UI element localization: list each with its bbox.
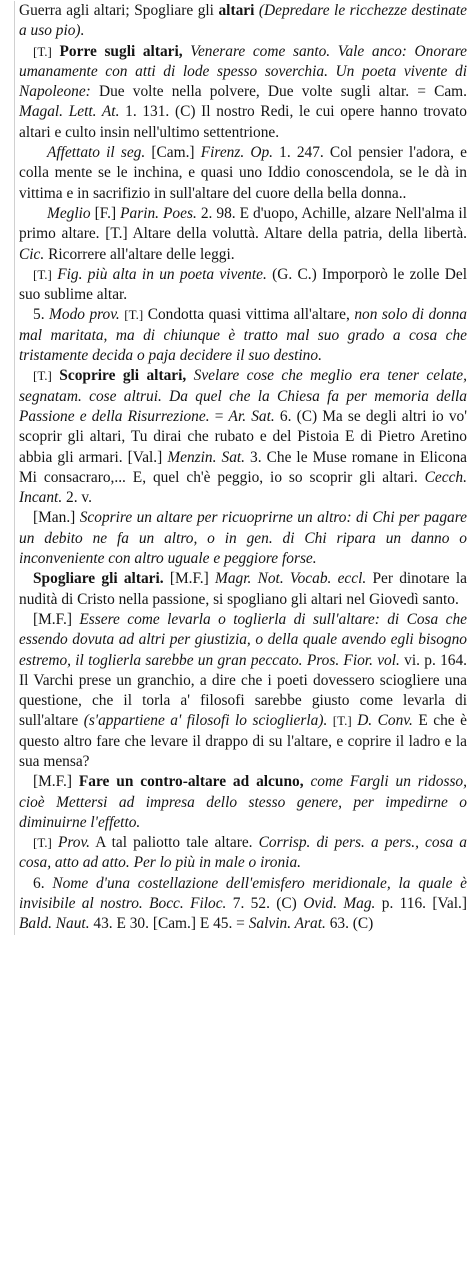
definition: Scoprire un altare per ricuoprirne un altro: di Chi per pagare un debito ne fa un altro, o in gen. di Chi ripara un danno o inconveniente con altro uguale e peggiore forse. [19,509,467,568]
paragraph-13 [19,874,467,935]
headword: altari [218,2,255,19]
paragraph-11 [19,772,467,833]
citation: Magal. Lett. At. [19,103,120,121]
definition: Modo prov. [49,306,120,324]
quote: vi. p. 164. Il Varchi prese un granchio, a dire che i poeti dovessero sciogliere una questione, che il torla a' filosofi sarebbe giusto come levarla di sull'altare [19,651,467,730]
quote: 1. 247. Col pensier l'adora, e colla mente se le inchina, e quasi uno Iddio conoscendola, se le dà in vittima e in sacrifizio in sull'altare del cuore della bella donna.. [19,144,467,202]
definition: Corrisp. di pers. a pers., cosa a cosa, atto ad atto. Per lo più in male o ironia. [19,834,467,872]
source-tag: [M.F.] [169,570,209,588]
definition: come Fargli un ridosso, cioè Mettersi ad impresa dello stesso genere, per impedirne o diminuirne l'effetto. [19,773,467,831]
definition: (Depredare le ricchezze destinate a uso pio). [19,2,467,40]
citation: Firenz. Op. [200,144,273,162]
citation: Parin. Poes. [120,204,197,222]
citation: Pros. Fior. vol. [306,651,400,669]
quote: 7. 52. (C) [232,895,297,913]
quote: Ricorrere all'altare delle leggi. [48,245,235,263]
quote: = [214,407,224,425]
sense-number: 6. [33,874,45,892]
paragraph-8 [19,508,467,569]
paragraph-4 [19,204,467,265]
sense-number: 5. [33,306,45,324]
definition: non solo di donna mal maritata, ma di chiunque è tratto mal suo grado a cosa che tristamente decida o paja decidere il suo destino. [19,306,467,365]
quote: E che è questo altro fare che levare il drappo di su l'altare, e coprire il ladro e la sua mensa? [19,712,467,770]
citation: Cecch. Incant. [19,468,467,507]
quote: Due volte nella polvere, Due volte sugli altar. = Cam. [98,83,467,101]
quote: 1. 131. (C) Il nostro Redi, le cui opere hanno trovato altari e culto insin nell'ultimo settentrione. [19,103,467,141]
citation: Menzin. Sat. [167,448,246,466]
headword: Fare un contro-altare ad alcuno, [78,773,304,791]
source-tag: [T.] [33,266,52,282]
phrase: Condotta quasi vittima all'altare, [147,306,350,324]
source-tag: [M.F.] [33,773,72,791]
definition: Nome d'una costellazione dell'emisfero meridionale, la quale è invisibile al nostro. [19,874,467,913]
quote: 63. (C) [329,915,374,933]
source-tag: [F.] [94,204,117,222]
quote: 43. E 30. [Cam.] E 45. = [93,915,245,933]
citation: Cic. [19,245,45,263]
paragraph-10 [19,610,467,772]
quote: (G. C.) Imporporò le zolle Del suo sublime altar. [19,265,468,304]
quote: 6. (C) Ma se degli altri io vo' scoprir gli altari, Tu dirai che rubato e del Pistoia E di Pietro Aretino abbia gli armari. [Val.] [19,407,467,466]
source-tag: [T.] [33,43,52,59]
quote: 2. 98. E d'uopo, Achille, alzare Nell'alma il primo altare. [T.] Altare della voluttà. Altare della patria, della libertà. [19,204,467,243]
paragraph-5 [19,265,467,306]
definition: Fig. più alta in un poeta vivente. [57,265,267,283]
quote: Per dinotare la nudità di Cristo nella passione, si spogliano gli altari nel Giovedì santo. [19,570,467,608]
headword: Porre sugli altari, [59,42,183,60]
headword: Spogliare gli altari. [33,570,164,588]
definition: Affettato il seg. [47,144,146,162]
paragraph-3 [19,143,467,204]
text-column [14,1,467,935]
citation: Bocc. Filoc. [149,895,227,913]
source-tag: [T.] [124,307,144,323]
citation: Salvin. Arat. [248,915,326,933]
quote: p. 116. [Val.] [381,895,467,913]
citation: Magr. Not. Vocab. eccl. [215,570,367,588]
quote: 3. Che le Muse romane in Elicona Mi consacraro,... E, quel ch'è peggio, io so scoprir gli altari. [19,448,467,486]
source-tag: [T.] [33,835,52,851]
citation: Prov. [57,834,91,852]
quote: A tal paliotto tale altare. [95,834,253,852]
source-tag: [M.F.] [33,610,72,628]
phrase: Guerra agli altari; Spogliare gli [19,2,214,19]
citation: Ar. Sat. [228,407,275,425]
citation: Ovid. Mag. [303,895,376,913]
paragraph-7 [19,366,467,508]
source-tag: [Man.] [33,509,76,527]
citation: Bald. Naut. [19,915,90,933]
definition: Venerare come santo. Vale anco: Onorare umanamente con atti di lode spesso soverchia. Un poeta vivente di Napoleone: [19,42,467,101]
source-tag: [Cam.] [151,144,195,162]
definition: (s'appartiene a' filosofi lo scioglierla). [83,712,328,730]
paragraph-12 [19,833,467,874]
definition: Essere come levarla o toglierla di sull'altare: di Cosa che essendo dovuta ad altri per giustizia, o della quale avendo egli bisogno estremo, il toglierla sarebbe un gran peccato. [19,610,467,669]
source-tag: [T.] [33,368,52,384]
quote: 2. v. [66,489,92,507]
paragraph-6 [19,305,467,366]
definition: Meglio [47,204,91,222]
paragraph-9 [19,569,467,610]
headword: Scoprire gli altari, [59,367,187,385]
paragraph-1 [19,1,467,42]
paragraph-2 [19,42,467,143]
definition: Svelare cose che meglio era tener celate, segnatam. cose altrui. Da quel che la Chiesa fa per memoria della Passione e della Risurrezione. [19,367,467,425]
source-tag: [T.] [332,713,352,729]
citation: D. Conv. [357,712,413,730]
